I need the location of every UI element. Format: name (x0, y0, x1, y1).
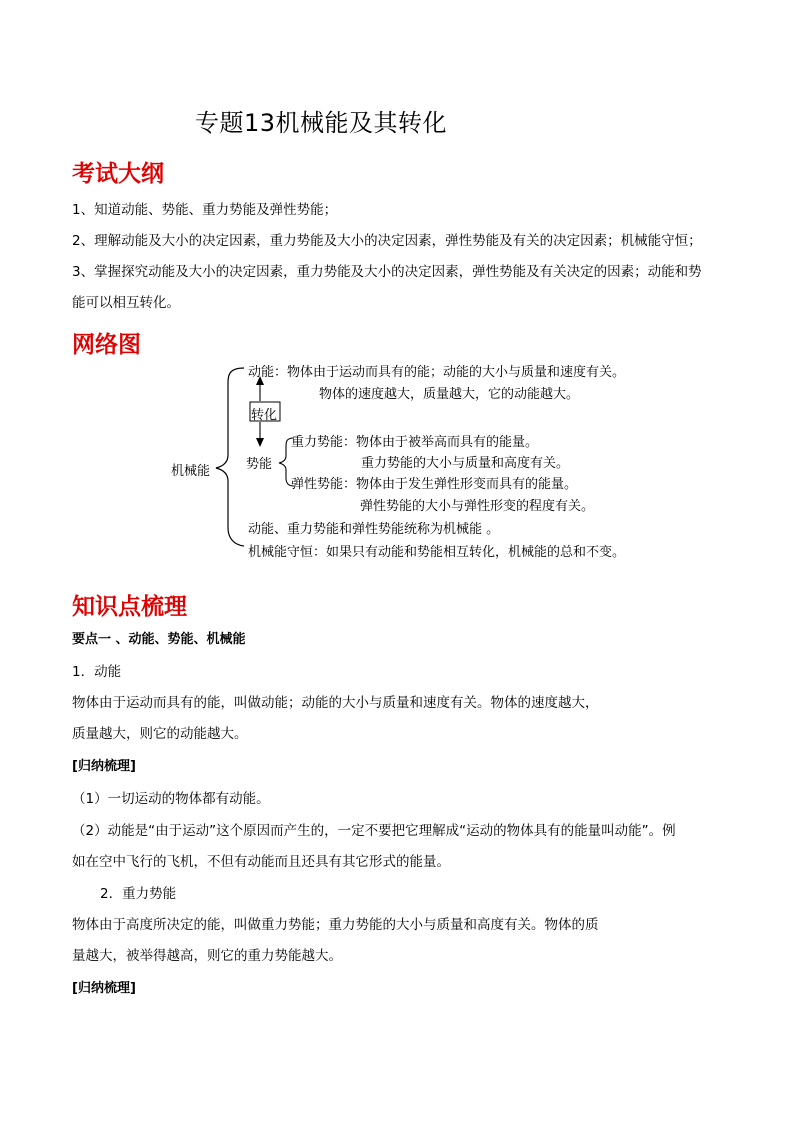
gravity-paragraph-1: 物体由于高度所决定的能，叫做重力势能；重力势能的大小与质量和高度有关。物体的质 (72, 917, 599, 933)
gravity-paragraph-2: 量越大，被举得越高，则它的重力势能越大。 (72, 948, 342, 964)
syllabus-item-1: 1、知道动能、势能、重力势能及弹性势能； (72, 202, 338, 218)
gravity-line-1: 重力势能：物体由于被举高而具有的能量。 (291, 435, 539, 450)
syllabus-item-2: 2、理解动能及大小的决定因素，重力势能及大小的决定因素，弹性势能及有关的决定因素；机械能守恒； (72, 233, 702, 249)
potential-label: 势能 (246, 457, 273, 472)
kinetic-line-2: 物体的速度越大，质量越大，它的动能越大。 (319, 387, 580, 402)
section-heading-knowledge: 知识点梳理 (72, 594, 187, 620)
elastic-line-2: 弹性势能的大小与弹性形变的程度有关。 (360, 499, 595, 514)
syllabus-item-3-cont: 能可以相互转化。 (72, 295, 180, 311)
note-2-line-1: （2）动能是“由于运动”这个原因而产生的，一定不要把它理解成“运动的物体具有的能量叫动能”。例 (72, 823, 676, 839)
root-brace (216, 368, 244, 546)
summary-label-1: [归纳梳理] (72, 759, 136, 774)
gravity-line-2: 重力势能的大小与质量和高度有关。 (361, 456, 570, 471)
section-heading-syllabus: 考试大纲 (72, 161, 164, 187)
summary-line: 动能、重力势能和弹性势能统称为机械能 。 (248, 522, 500, 537)
sub-heading-gravity: 2．重力势能 (100, 886, 177, 902)
kinetic-paragraph-2: 质量越大，则它的动能越大。 (72, 726, 248, 742)
page-title: 专题13机械能及其转化 (195, 109, 448, 137)
section-heading-network: 网络图 (72, 332, 141, 358)
conservation-line: 机械能守恒：如果只有动能和势能相互转化，机械能的总和不变。 (248, 545, 626, 560)
convert-label: 转化 (251, 408, 278, 423)
point-1-heading: 要点一 、动能、势能、机械能 (72, 632, 246, 647)
syllabus-item-3: 3、掌握探究动能及大小的决定因素，重力势能及大小的决定因素，弹性势能及有关决定的因素；动能和势 (72, 264, 702, 280)
summary-label-2: [归纳梳理] (72, 981, 136, 996)
elastic-line-1: 弹性势能：物体由于发生弹性形变而具有的能量。 (291, 477, 578, 492)
kinetic-line-1: 动能：物体由于运动而具有的能；动能的大小与质量和速度有关。 (248, 365, 626, 380)
root-label: 机械能 (171, 464, 211, 479)
arrow-down-head (256, 438, 264, 447)
sub-heading-kinetic: 1．动能 (72, 664, 122, 680)
note-2-line-2: 如在空中飞行的飞机，不但有动能而且还具有其它形式的能量。 (72, 854, 450, 870)
kinetic-paragraph-1: 物体由于运动而具有的能，叫做动能；动能的大小与质量和速度有关。物体的速度越大， (72, 695, 599, 711)
note-1: （1）一切运动的物体都有动能。 (72, 791, 270, 807)
